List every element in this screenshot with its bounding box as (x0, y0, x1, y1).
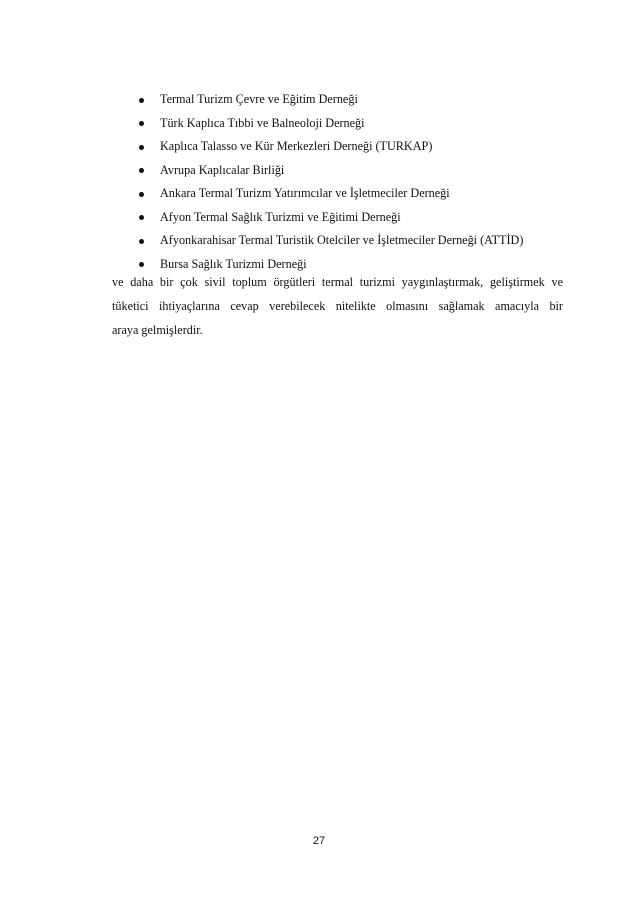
list-item-text: Termal Turizm Çevre ve Eğitim Derneği (160, 92, 358, 106)
bullet-icon (139, 262, 144, 267)
bullet-icon (139, 168, 144, 173)
paragraph-line: ve daha bir çok sivil toplum örgütleri termal turizmi yaygınlaştırmak, geliştirmek ve (112, 275, 563, 289)
list-item-text: Ankara Termal Turizm Yatırımcılar ve İşletmeciler Derneği (160, 186, 450, 200)
list-item-text: Türk Kaplıca Tıbbi ve Balneoloji Derneği (160, 115, 365, 130)
list-item-text: Afyonkarahisar Termal Turistik Otelciler ve İşletmeciler Derneği (ATTİD) (160, 233, 524, 247)
bullet-icon (139, 192, 144, 197)
page-number: 27 (312, 835, 326, 847)
body-paragraph (112, 271, 563, 342)
bullet-icon (139, 215, 144, 220)
bullet-icon (139, 145, 144, 150)
list-item-text: Avrupa Kaplıcalar Birliği (160, 162, 285, 177)
list-item-text: Afyon Termal Sağlık Turizmi ve Eğitimi Derneği (160, 209, 401, 224)
bullet-icon (139, 239, 144, 244)
paragraph-line: tüketici ihtiyaçlarına cevap verebilecek nitelikte olmasını sağlamak amacıyla bir (112, 298, 563, 313)
paragraph-line: araya gelmişlerdir. (112, 322, 203, 337)
list-item-text: Kaplıca Talasso ve Kür Merkezleri Derneği (TURKAP) (160, 139, 433, 153)
bullet-icon (139, 121, 144, 126)
bullet-icon (139, 98, 144, 103)
list-item-text: Bursa Sağlık Turizmi Derneği (160, 256, 307, 271)
